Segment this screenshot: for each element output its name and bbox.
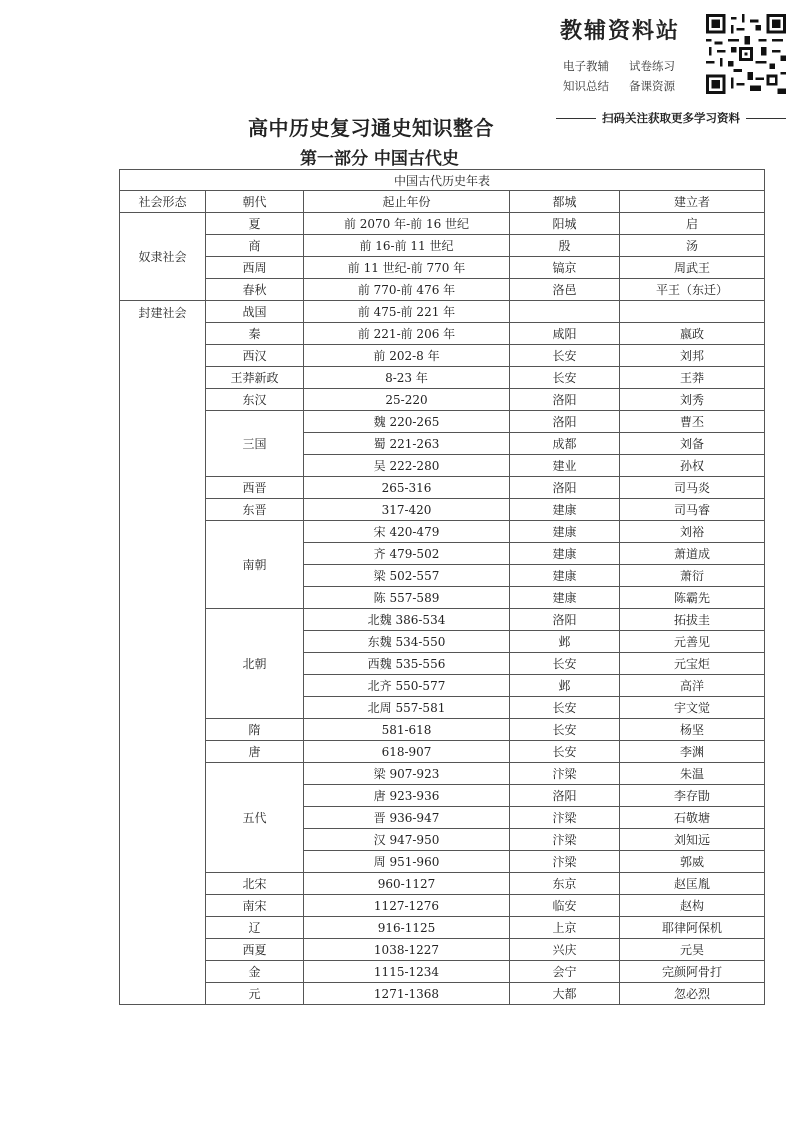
years-cell: 东魏 534-550 [304,631,510,653]
years-cell: 前 221-前 206 年 [304,323,510,345]
dynasty-cell: 战国 [206,301,304,323]
capital-cell: 兴庆 [510,939,620,961]
capital-cell: 建康 [510,565,620,587]
capital-cell: 东京 [510,873,620,895]
years-cell: 北周 557-581 [304,697,510,719]
years-cell: 齐 479-502 [304,543,510,565]
column-header: 朝代 [206,191,304,213]
society-type-cell: 封建社会 [120,301,206,1005]
capital-cell: 建康 [510,587,620,609]
founder-cell: 郭威 [620,851,765,873]
part-title: 第一部分 中国古代史 [300,149,459,169]
capital-cell [510,301,620,323]
years-cell: 317-420 [304,499,510,521]
years-cell: 25-220 [304,389,510,411]
dynasty-cell: 辽 [206,917,304,939]
founder-cell: 赵匡胤 [620,873,765,895]
years-cell: 魏 220-265 [304,411,510,433]
years-cell: 前 11 世纪-前 770 年 [304,257,510,279]
brand-name: 教辅资料站 [560,19,681,44]
document-title: 高中历史复习通史知识整合 [248,116,494,140]
founder-cell: 曹丕 [620,411,765,433]
link-ebooks[interactable]: 电子教辅 [563,59,609,73]
founder-cell: 萧衍 [620,565,765,587]
years-cell: 前 16-前 11 世纪 [304,235,510,257]
capital-cell: 建康 [510,521,620,543]
capital-cell: 大都 [510,983,620,1005]
table-row [120,917,765,939]
years-cell: 汉 947-950 [304,829,510,851]
capital-cell: 洛邑 [510,279,620,301]
dynasty-cell: 南朝 [206,521,304,609]
dynasty-cell: 西汉 [206,345,304,367]
dynasty-cell: 北宋 [206,873,304,895]
dynasty-cell: 唐 [206,741,304,763]
capital-cell: 长安 [510,367,620,389]
table-row [120,257,765,279]
capital-cell: 成都 [510,433,620,455]
capital-cell: 邺 [510,631,620,653]
table-row [120,301,765,323]
founder-cell: 朱温 [620,763,765,785]
table-row [120,983,765,1005]
years-cell: 晋 936-947 [304,807,510,829]
dynasty-cell: 王莽新政 [206,367,304,389]
divider-right [746,118,786,119]
table-caption-row [120,170,765,191]
founder-cell: 启 [620,213,765,235]
link-exercises[interactable]: 试卷练习 [629,59,675,73]
capital-cell: 上京 [510,917,620,939]
dynasty-cell: 西晋 [206,477,304,499]
dynasty-cell: 东汉 [206,389,304,411]
founder-cell: 汤 [620,235,765,257]
years-cell: 周 951-960 [304,851,510,873]
column-header: 起止年份 [304,191,510,213]
qr-code-icon[interactable] [706,14,786,94]
years-cell: 581-618 [304,719,510,741]
founder-cell: 李存勖 [620,785,765,807]
capital-cell: 镐京 [510,257,620,279]
years-cell: 1038-1227 [304,939,510,961]
years-cell: 梁 907-923 [304,763,510,785]
founder-cell: 陈霸先 [620,587,765,609]
years-cell: 1127-1276 [304,895,510,917]
table-row [120,235,765,257]
capital-cell: 长安 [510,697,620,719]
capital-cell: 汴梁 [510,851,620,873]
column-header: 建立者 [620,191,765,213]
dynasty-cell: 东晋 [206,499,304,521]
capital-cell: 洛阳 [510,477,620,499]
founder-cell: 周武王 [620,257,765,279]
founder-cell: 杨坚 [620,719,765,741]
table-row [120,279,765,301]
scan-note-text: 扫码关注获取更多学习资料 [602,111,740,125]
founder-cell: 忽必烈 [620,983,765,1005]
years-cell: 蜀 221-263 [304,433,510,455]
capital-cell: 咸阳 [510,323,620,345]
years-cell: 吴 222-280 [304,455,510,477]
brand-links-row-2 [563,76,703,96]
years-cell: 1271-1368 [304,983,510,1005]
dynasty-cell: 夏 [206,213,304,235]
founder-cell: 耶律阿保机 [620,917,765,939]
founder-cell: 刘知远 [620,829,765,851]
table-header-row [120,191,765,213]
table-row [120,411,765,433]
founder-cell: 元宝炬 [620,653,765,675]
years-cell: 陈 557-589 [304,587,510,609]
dynasty-cell: 秦 [206,323,304,345]
brand-links-row-1 [563,56,703,76]
table-row [120,213,765,235]
table-row [120,763,765,785]
founder-cell: 司马睿 [620,499,765,521]
founder-cell: 平王（东迁） [620,279,765,301]
society-type-cell: 奴隶社会 [120,213,206,301]
table-row [120,389,765,411]
table-row [120,345,765,367]
table-row [120,367,765,389]
founder-cell [620,301,765,323]
years-cell: 618-907 [304,741,510,763]
capital-cell: 汴梁 [510,829,620,851]
link-summaries[interactable]: 知识总结 [563,79,609,93]
years-cell: 1115-1234 [304,961,510,983]
founder-cell: 刘裕 [620,521,765,543]
founder-cell: 元善见 [620,631,765,653]
founder-cell: 嬴政 [620,323,765,345]
table-row [120,741,765,763]
scan-note [556,110,786,126]
table-row [120,323,765,345]
table-row [120,609,765,631]
dynasty-cell: 元 [206,983,304,1005]
capital-cell: 临安 [510,895,620,917]
founder-cell: 拓拔圭 [620,609,765,631]
founder-cell: 刘邦 [620,345,765,367]
dynasty-cell: 北朝 [206,609,304,719]
dynasty-cell: 商 [206,235,304,257]
capital-cell: 建业 [510,455,620,477]
capital-cell: 会宁 [510,961,620,983]
capital-cell: 洛阳 [510,609,620,631]
table-row [120,961,765,983]
years-cell: 前 770-前 476 年 [304,279,510,301]
dynasty-cell: 南宋 [206,895,304,917]
founder-cell: 元昊 [620,939,765,961]
dynasty-cell: 三国 [206,411,304,477]
dynasty-cell: 春秋 [206,279,304,301]
capital-cell: 建康 [510,499,620,521]
capital-cell: 洛阳 [510,411,620,433]
capital-cell: 汴梁 [510,763,620,785]
years-cell: 265-316 [304,477,510,499]
table-row [120,477,765,499]
founder-cell: 完颜阿骨打 [620,961,765,983]
table-row [120,521,765,543]
capital-cell: 汴梁 [510,807,620,829]
dynasty-cell: 隋 [206,719,304,741]
years-cell: 西魏 535-556 [304,653,510,675]
years-cell: 前 475-前 221 年 [304,301,510,323]
capital-cell: 长安 [510,345,620,367]
founder-cell: 司马炎 [620,477,765,499]
dynasty-cell: 西夏 [206,939,304,961]
years-cell: 8-23 年 [304,367,510,389]
dynasty-cell: 五代 [206,763,304,873]
founder-cell: 刘备 [620,433,765,455]
table-row [120,719,765,741]
capital-cell: 长安 [510,719,620,741]
capital-cell: 长安 [510,741,620,763]
founder-cell: 刘秀 [620,389,765,411]
table-caption: 中国古代历史年表 [120,170,765,191]
years-cell: 前 202-8 年 [304,345,510,367]
table-row [120,895,765,917]
years-cell: 960-1127 [304,873,510,895]
capital-cell: 长安 [510,653,620,675]
years-cell: 北齐 550-577 [304,675,510,697]
founder-cell: 孙权 [620,455,765,477]
founder-cell: 王莽 [620,367,765,389]
capital-cell: 阳城 [510,213,620,235]
column-header: 社会形态 [120,191,206,213]
years-cell: 916-1125 [304,917,510,939]
founder-cell: 赵构 [620,895,765,917]
brand-links [563,56,703,96]
capital-cell: 邺 [510,675,620,697]
founder-cell: 宇文觉 [620,697,765,719]
years-cell: 梁 502-557 [304,565,510,587]
capital-cell: 洛阳 [510,785,620,807]
table-row [120,499,765,521]
table-body [120,170,765,1005]
capital-cell: 殷 [510,235,620,257]
link-lesson-resources[interactable]: 备课资源 [629,79,675,93]
table-row [120,873,765,895]
founder-cell: 石敬塘 [620,807,765,829]
divider-left [556,118,596,119]
capital-cell: 洛阳 [510,389,620,411]
capital-cell: 建康 [510,543,620,565]
column-header: 都城 [510,191,620,213]
years-cell: 唐 923-936 [304,785,510,807]
dynasty-cell: 西周 [206,257,304,279]
founder-cell: 李渊 [620,741,765,763]
founder-cell: 高洋 [620,675,765,697]
years-cell: 宋 420-479 [304,521,510,543]
dynasty-cell: 金 [206,961,304,983]
years-cell: 前 2070 年-前 16 世纪 [304,213,510,235]
founder-cell: 萧道成 [620,543,765,565]
years-cell: 北魏 386-534 [304,609,510,631]
chronology-table [119,169,765,1005]
table-row [120,939,765,961]
